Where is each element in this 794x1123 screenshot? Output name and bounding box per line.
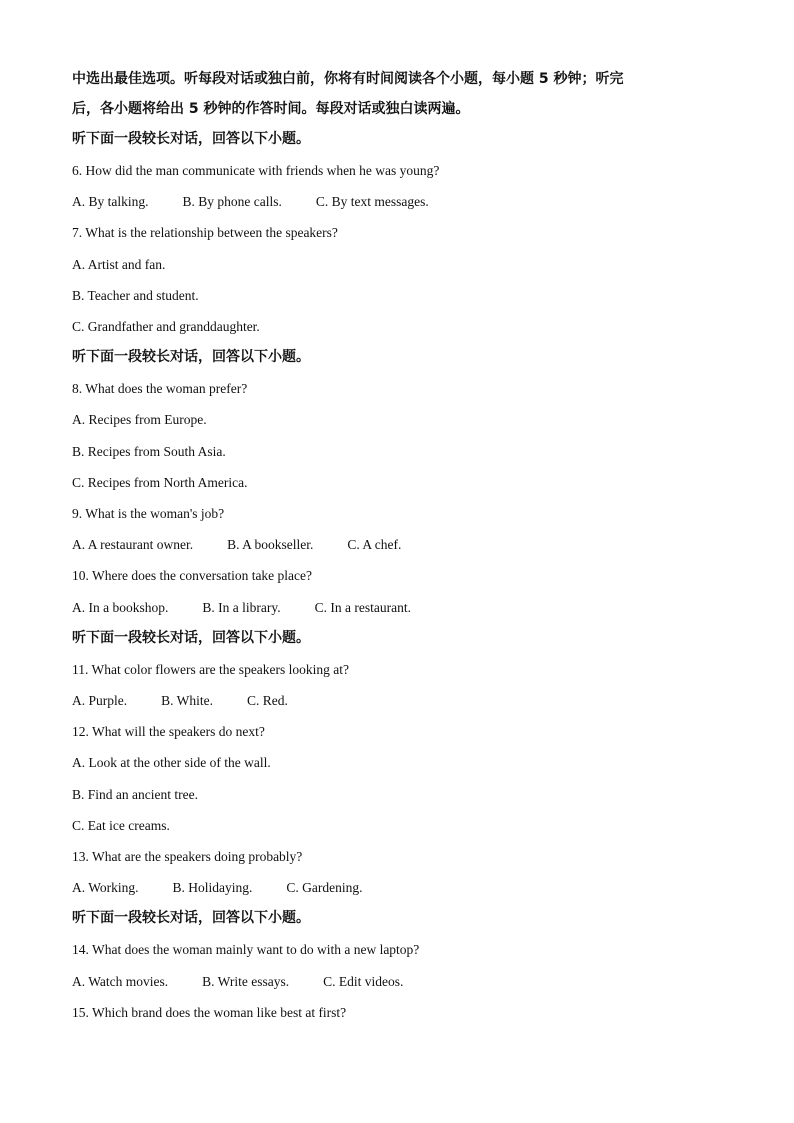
question-12-stem: 12. What will the speakers do next? [72, 724, 265, 740]
question-10-stem: 10. Where does the conversation take place? [72, 568, 313, 584]
question-13-options [72, 872, 732, 903]
question-14-options [72, 966, 732, 997]
option-b[interactable]: B. White. [161, 693, 213, 709]
question-9-stem: 9. What is the woman's job? [72, 506, 225, 522]
option-b[interactable]: B. Holidaying. [172, 880, 253, 896]
option-c[interactable]: C. Red. [247, 693, 288, 709]
option-c[interactable]: C. Edit videos. [323, 973, 404, 989]
option-a[interactable]: A. Purple. [72, 693, 128, 709]
option-a[interactable]: A. Artist and fan. [72, 256, 166, 272]
option-a[interactable]: A. Working. [72, 880, 139, 896]
question-6-stem: 6. How did the man communicate with friends when he was young? [72, 163, 440, 178]
question-11-stem: 11. What color flowers are the speakers looking at? [72, 661, 350, 677]
option-c[interactable]: C. By text messages. [315, 194, 429, 210]
section-heading: 听下面一段较长对话，回答以下小题。 [72, 910, 310, 927]
option-a[interactable]: A. Look at the other side of the wall. [72, 755, 271, 771]
question-15-stem: 15. Which brand does the woman like best at first? [72, 1004, 347, 1020]
option-b[interactable]: B. Teacher and student. [72, 287, 199, 303]
option-c[interactable]: C. In a restaurant. [314, 599, 411, 615]
option-b[interactable]: B. Write essays. [202, 973, 290, 989]
option-b[interactable]: B. A bookseller. [227, 537, 314, 553]
question-11-options [72, 685, 732, 716]
question-13-stem: 13. What are the speakers doing probably? [72, 849, 303, 865]
option-c[interactable]: C. Gardening. [286, 880, 363, 896]
question-10-options [72, 592, 732, 623]
section-heading: 听下面一段较长对话，回答以下小题。 [72, 629, 310, 646]
option-a[interactable]: A. Recipes from Europe. [72, 412, 207, 428]
instructions-line-1: 中选出最佳选项。听每段对话或独白前，你将有时间阅读各个小题，每小题 5 秒钟；听完 [72, 71, 624, 87]
option-a[interactable]: A. Watch movies. [72, 973, 169, 989]
option-c[interactable]: C. Grandfather and granddaughter. [72, 319, 260, 335]
option-a[interactable]: A. By talking. [72, 194, 149, 210]
option-b[interactable]: B. In a library. [202, 599, 281, 615]
option-a[interactable]: A. In a bookshop. [72, 599, 169, 615]
question-9-options [72, 529, 732, 560]
option-b[interactable]: B. Recipes from South Asia. [72, 443, 226, 459]
option-b[interactable]: B. By phone calls. [182, 194, 282, 210]
option-c[interactable]: C. Recipes from North America. [72, 474, 248, 490]
option-c[interactable]: C. A chef. [347, 537, 402, 553]
instructions-line-2: 后，各小题将给出 5 秒钟的作答时间。每段对话或独白读两遍。 [72, 101, 470, 117]
option-b[interactable]: B. Find an ancient tree. [72, 786, 198, 802]
question-14-stem: 14. What does the woman mainly want to do with a new laptop? [72, 942, 420, 958]
section-heading: 听下面一段较长对话，回答以下小题。 [72, 349, 310, 366]
option-a[interactable]: A. A restaurant owner. [72, 537, 194, 553]
exam-page [72, 64, 732, 1028]
question-6-options [72, 186, 732, 217]
question-7-stem: 7. What is the relationship between the speakers? [72, 225, 338, 241]
section-heading: 听下面一段较长对话，回答以下小题。 [72, 131, 310, 147]
option-c[interactable]: C. Eat ice creams. [72, 817, 170, 833]
question-8-stem: 8. What does the woman prefer? [72, 381, 248, 397]
